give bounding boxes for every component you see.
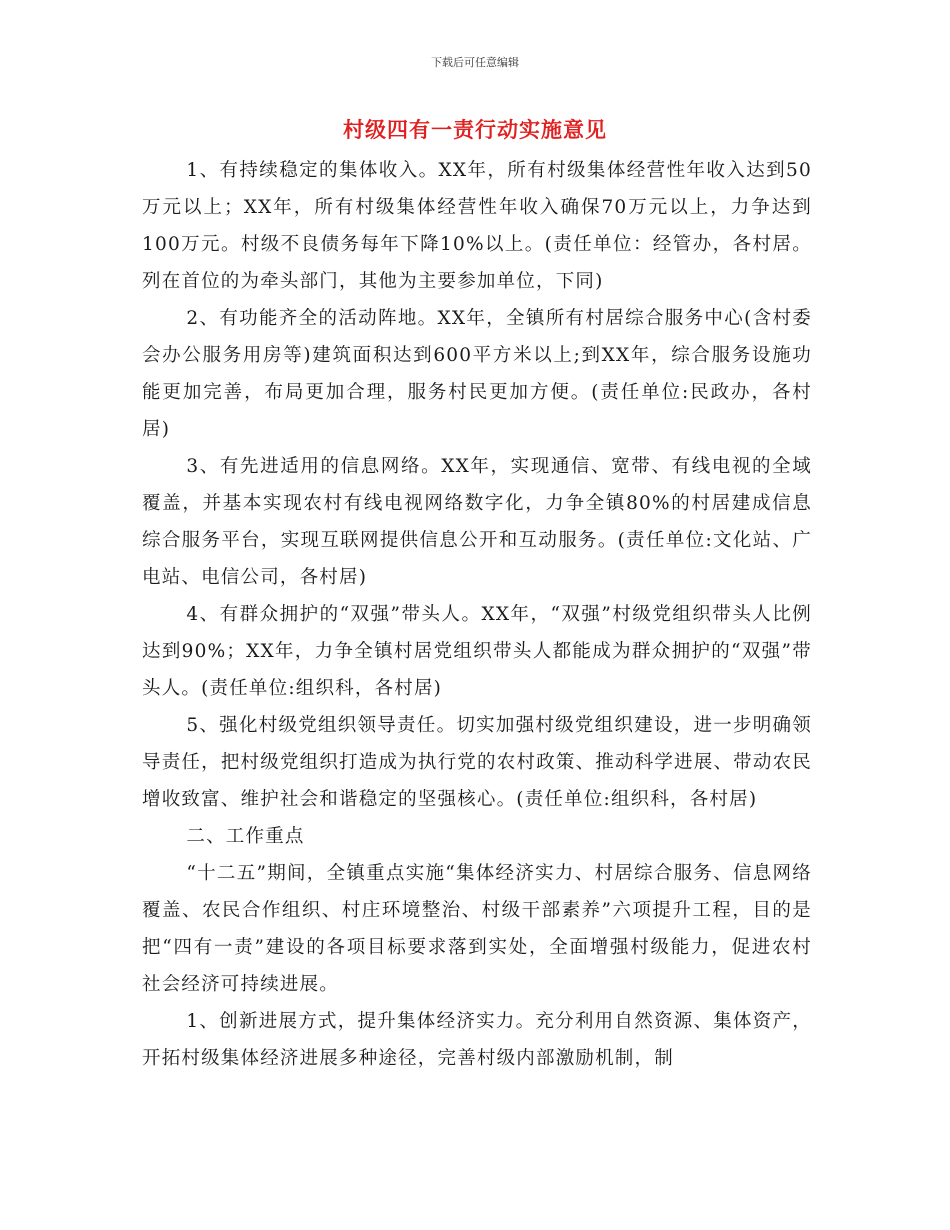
- document-body: [142, 152, 812, 1077]
- header-note: 下载后可任意编辑: [431, 56, 519, 69]
- document-title: 村级四有一责行动实施意见: [343, 117, 607, 142]
- paragraph: 5、强化村级党组织领导责任。切实加强村级党组织建设，进一步明确领导责任，把村级党组织打造成为执行党的农村政策、推动科学进展、带动农民增收致富、维护社会和谐稳定的坚强核心。(责任单位:组织科，各村居): [142, 715, 812, 810]
- paragraph: 3、有先进适用的信息网络。XX年，实现通信、宽带、有线电视的全域覆盖，并基本实现农村有线电视网络数字化，力争全镇80%的村居建成信息综合服务平台，实现互联网提供信息公开和互动服务。(责任单位:文化站、广电站、电信公司，各村居): [142, 456, 812, 588]
- paragraph: 1、有持续稳定的集体收入。XX年，所有村级集体经营性年收入达到50万元以上；XX年，所有村级集体经营性年收入确保70万元以上，力争达到100万元。村级不良债务每年下降10%以上。(责任单位：经管办，各村居。列在首位的为牵头部门，其他为主要参加单位，下同): [142, 160, 812, 292]
- section-heading: 二、工作重点: [186, 826, 305, 847]
- paragraph: 4、有群众拥护的“双强”带头人。XX年，“双强”村级党组织带头人比例达到90%；XX年，力争全镇村居党组织带头人都能成为群众拥护的“双强”带头人。(责任单位:组织科，各村居): [142, 604, 812, 699]
- paragraph: “十二五”期间，全镇重点实施“集体经济实力、村居综合服务、信息网络覆盖、农民合作组织、村庄环境整治、村级干部素养”六项提升工程，目的是把“四有一责”建设的各项目标要求落到实处，全面增强村级能力，促进农村社会经济可持续进展。: [142, 863, 812, 995]
- paragraph: 1、创新进展方式，提升集体经济实力。充分利用自然资源、集体资产，开拓村级集体经济进展多种途径，完善村级内部激励机制，制: [142, 1011, 812, 1069]
- paragraph: 2、有功能齐全的活动阵地。XX年，全镇所有村居综合服务中心(含村委会办公服务用房等)建筑面积达到600平方米以上;到XX年，综合服务设施功能更加完善，布局更加合理，服务村民更加方便。(责任单位:民政办，各村居): [142, 308, 812, 440]
